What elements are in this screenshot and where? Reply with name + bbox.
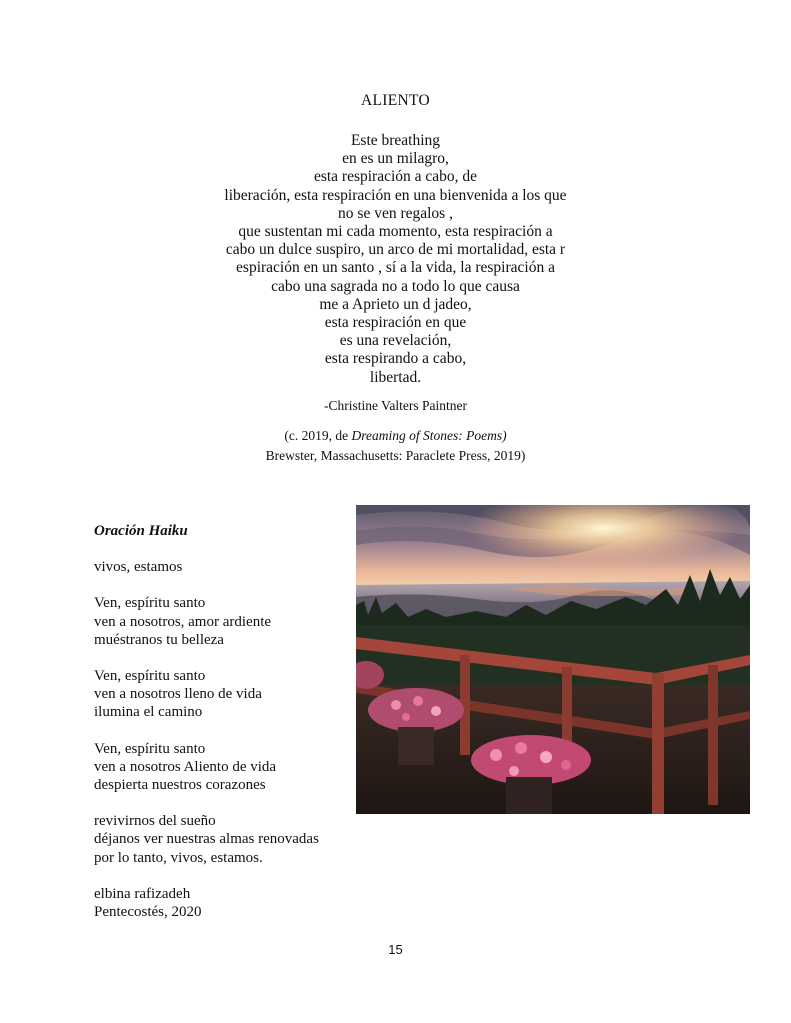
poem-line: esta respiración en que bbox=[324, 314, 467, 332]
poem-line: Ven, espíritu santo bbox=[94, 595, 206, 612]
poem-line: ven a nosotros lleno de vida bbox=[94, 686, 262, 703]
poem-line: muéstranos tu belleza bbox=[94, 631, 224, 648]
poem-aliento bbox=[0, 92, 791, 466]
poem-stanza bbox=[94, 812, 354, 867]
citation-publisher: Brewster, Massachusetts: Paraclete Press, 2019) bbox=[265, 447, 526, 463]
poem-line: espiración en un santo , sí a la vida, la respiración a bbox=[236, 259, 555, 277]
citation-book-title: Dreaming of Stones: Poems) bbox=[351, 427, 507, 443]
poem-line: libertad. bbox=[369, 368, 422, 386]
page-number: 15 bbox=[388, 942, 403, 957]
poem-line: déjanos ver nuestras almas renovadas bbox=[94, 831, 319, 848]
poem-stanza bbox=[94, 558, 354, 576]
poem-date: Pentecostés, 2020 bbox=[94, 904, 202, 921]
poem-body bbox=[0, 132, 791, 387]
poem-line: en es un milagro, bbox=[342, 150, 449, 168]
poem-author: elbina rafizadeh bbox=[94, 885, 191, 902]
poem-line: me a Aprieto un d jadeo, bbox=[319, 295, 472, 313]
poem-line: cabo una sagrada no a todo lo que causa bbox=[271, 277, 520, 295]
poem-line: cabo un dulce suspiro, un arco de mi mortalidad, esta r bbox=[225, 241, 566, 259]
citation-prefix: (c. 2019, de bbox=[284, 427, 352, 443]
poem-line: ilumina el camino bbox=[94, 704, 203, 721]
poem-line: que sustentan mi cada momento, esta respiración a bbox=[238, 223, 553, 241]
poem-line: es una revelación, bbox=[339, 332, 452, 350]
poem-line: Ven, espíritu santo bbox=[94, 740, 206, 757]
poem-citation bbox=[0, 426, 791, 466]
poem-title: ALIENTO bbox=[361, 92, 430, 109]
sunset-deck-photo bbox=[356, 505, 750, 814]
poem-line: esta respirando a cabo, bbox=[324, 350, 467, 368]
poem-line: ven a nosotros Aliento de vida bbox=[94, 758, 277, 775]
poem-stanza bbox=[94, 594, 354, 649]
poem-line: ven a nosotros, amor ardiente bbox=[94, 613, 272, 630]
poem-line: no se ven regalos , bbox=[338, 204, 453, 222]
poem-stanza bbox=[94, 740, 354, 795]
poem-author: -Christine Valters Paintner bbox=[324, 397, 467, 413]
poem-line: Ven, espíritu santo bbox=[94, 668, 206, 685]
poem-line: por lo tanto, vivos, estamos. bbox=[94, 849, 263, 866]
poem-line: Este breathing bbox=[350, 132, 441, 149]
poem-line: revivirnos del sueño bbox=[94, 813, 216, 830]
poem-line: vivos, estamos bbox=[94, 559, 183, 576]
photo-illustration bbox=[356, 505, 750, 814]
poem-oracion-haiku bbox=[94, 522, 354, 921]
poem-line: esta respiración a cabo, de bbox=[313, 168, 478, 186]
poem-line: despierta nuestros corazones bbox=[94, 777, 266, 794]
poem-signature bbox=[94, 885, 354, 921]
poem-title: Oración Haiku bbox=[94, 523, 188, 539]
poem-line: liberación, esta respiración en una bienvenida a los que bbox=[224, 186, 567, 204]
poem-stanza bbox=[94, 667, 354, 722]
